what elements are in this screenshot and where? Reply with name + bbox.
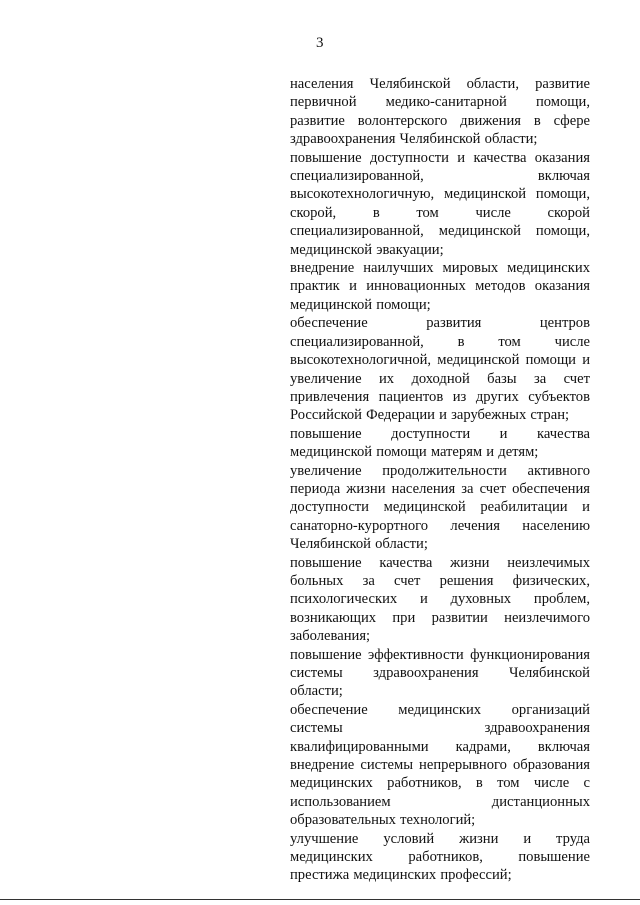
paragraph-palliative-care: повышение качества жизни неизлечимых больных за счет решения физических, психологических и духовных проблем, возникающих при развитии неизлечимого заболевания; <box>290 554 590 645</box>
paragraph-system-efficiency: повышение эффективности функционирования системы здравоохранения Челябинской области; <box>290 646 590 700</box>
paragraph-working-conditions: улучшение условий жизни и труда медицинских работников, повышение престижа медицинских профессий; <box>290 830 590 884</box>
page-number: 3 <box>316 35 324 51</box>
bottom-divider <box>0 899 640 900</box>
paragraph-mothers-children: повышение доступности и качества медицинской помощи матерям и детям; <box>290 425 590 461</box>
paragraph-best-practices: внедрение наилучших мировых медицинских практик и инновационных методов оказания медицинской помощи; <box>290 260 590 313</box>
paragraph-population-primary-care: населения Челябинской области, развитие первичной медико-санитарной помощи, развитие волонтерского движения в сфере здравоохранения Челябинской области; <box>290 76 590 148</box>
document-body <box>290 75 590 885</box>
paragraph-qualified-staff: обеспечение медицинских организаций системы здравоохранения квалифицированными кадрами, включая внедрение системы непрерывного образования медицинских работников, в том числе с использованием дистанционных образовательных технологий; <box>290 701 590 829</box>
paragraph-specialized-centers: обеспечение развития центров специализированной, в том числе высокотехнологичной, медицинской помощи и увеличение их доходной базы за счет привлечения пациентов из других субъектов Российской Федерации и зарубежных стран; <box>290 315 590 424</box>
paragraph-specialized-care-access: повышение доступности и качества оказания специализированной, включая высокотехнологичную, медицинской помощи, скорой, в том числе скорой специализированной, медицинской помощи, медицинской эвакуации; <box>290 149 590 258</box>
paragraph-active-life-period: увеличение продолжительности активного периода жизни населения за счет обеспечения доступности медицинской реабилитации и санаторно-курортного лечения населению Челябинской области; <box>290 462 590 553</box>
